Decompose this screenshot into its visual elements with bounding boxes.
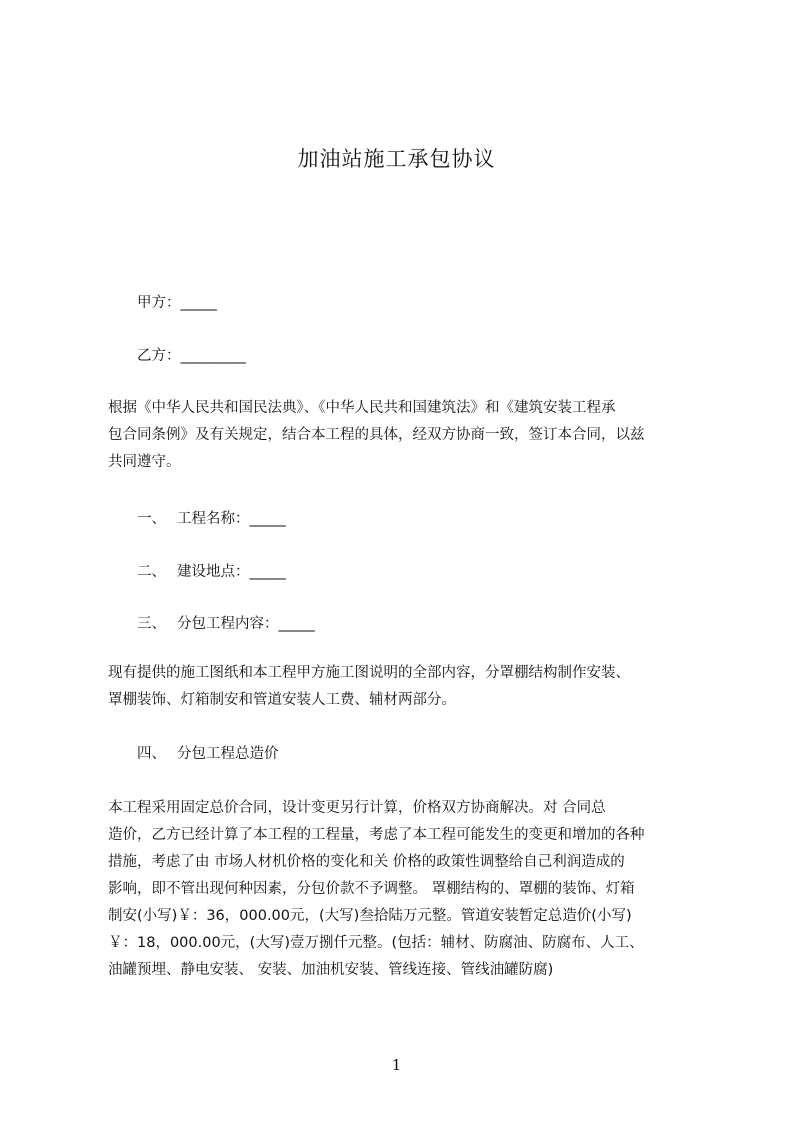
intro-line: 包合同条例》及有关规定，结合本工程的具体，经双方协商一致，签订本合同，以兹 [108,427,645,443]
section-4-heading [137,742,279,763]
intro-paragraph [108,395,718,476]
price-paragraph [108,795,718,984]
section-number: 四、 [137,746,166,762]
section-text: 分包工程内容：_____ [177,616,315,632]
price-line: 措施，考虑了由 市场人材机价格的变化和关 价格的政策性调整给自己利润造成的 [108,854,625,870]
intro-line: 共同遵守。 [108,454,181,470]
price-line: ￥：18，000.00元，(大写)壹万捌仟元整。(包括：辅材、防腐油、防腐布、人工、 [108,935,644,951]
price-line: 油罐预埋、静电安装、 安装、加油机安装、管线连接、管线油罐防腐) [108,962,554,978]
section-number: 三、 [137,616,166,632]
content-line: 罩棚装饰、灯箱制安和管道安装人工费、辅材两部分。 [108,692,456,708]
page-number: 1 [391,1056,402,1074]
section-number: 一、 [137,511,166,527]
section-3-heading [137,612,315,633]
party-a-line: 甲方：_____ [137,295,217,311]
price-line: 本工程采用固定总价合同，设计变更另行计算，价格双方协商解决。对 合同总 [108,800,606,816]
content-line: 现有提供的施工图纸和本工程甲方施工图说明的全部内容，分罩棚结构制作安装、 [108,665,630,681]
price-line: 造价，乙方已经计算了本工程的工程量，考虑了本工程可能发生的变更和增加的各种 [108,827,645,843]
section-1-heading [137,507,286,528]
section-text: 分包工程总造价 [177,746,279,762]
price-line: 影响，即不管出现何种因素，分包价款不予调整。 罩棚结构的、罩棚的装饰、灯箱 [108,881,635,897]
section-number: 二、 [137,564,166,580]
content-paragraph [108,660,718,714]
party-b-line: 乙方：_________ [137,348,246,364]
section-2-heading [137,560,286,581]
section-text: 建设地点：_____ [177,564,286,580]
document-title: 加油站施工承包协议 [297,147,496,171]
price-line: 制安(小写)￥：36，000.00元，(大写)叁拾陆万元整。管道安装暂定总造价(小写) [108,908,632,924]
intro-line: 根据《中华人民共和国民法典》、《中华人民共和国建筑法》和《建筑安装工程承 [108,400,616,416]
section-text: 工程名称：_____ [177,511,286,527]
